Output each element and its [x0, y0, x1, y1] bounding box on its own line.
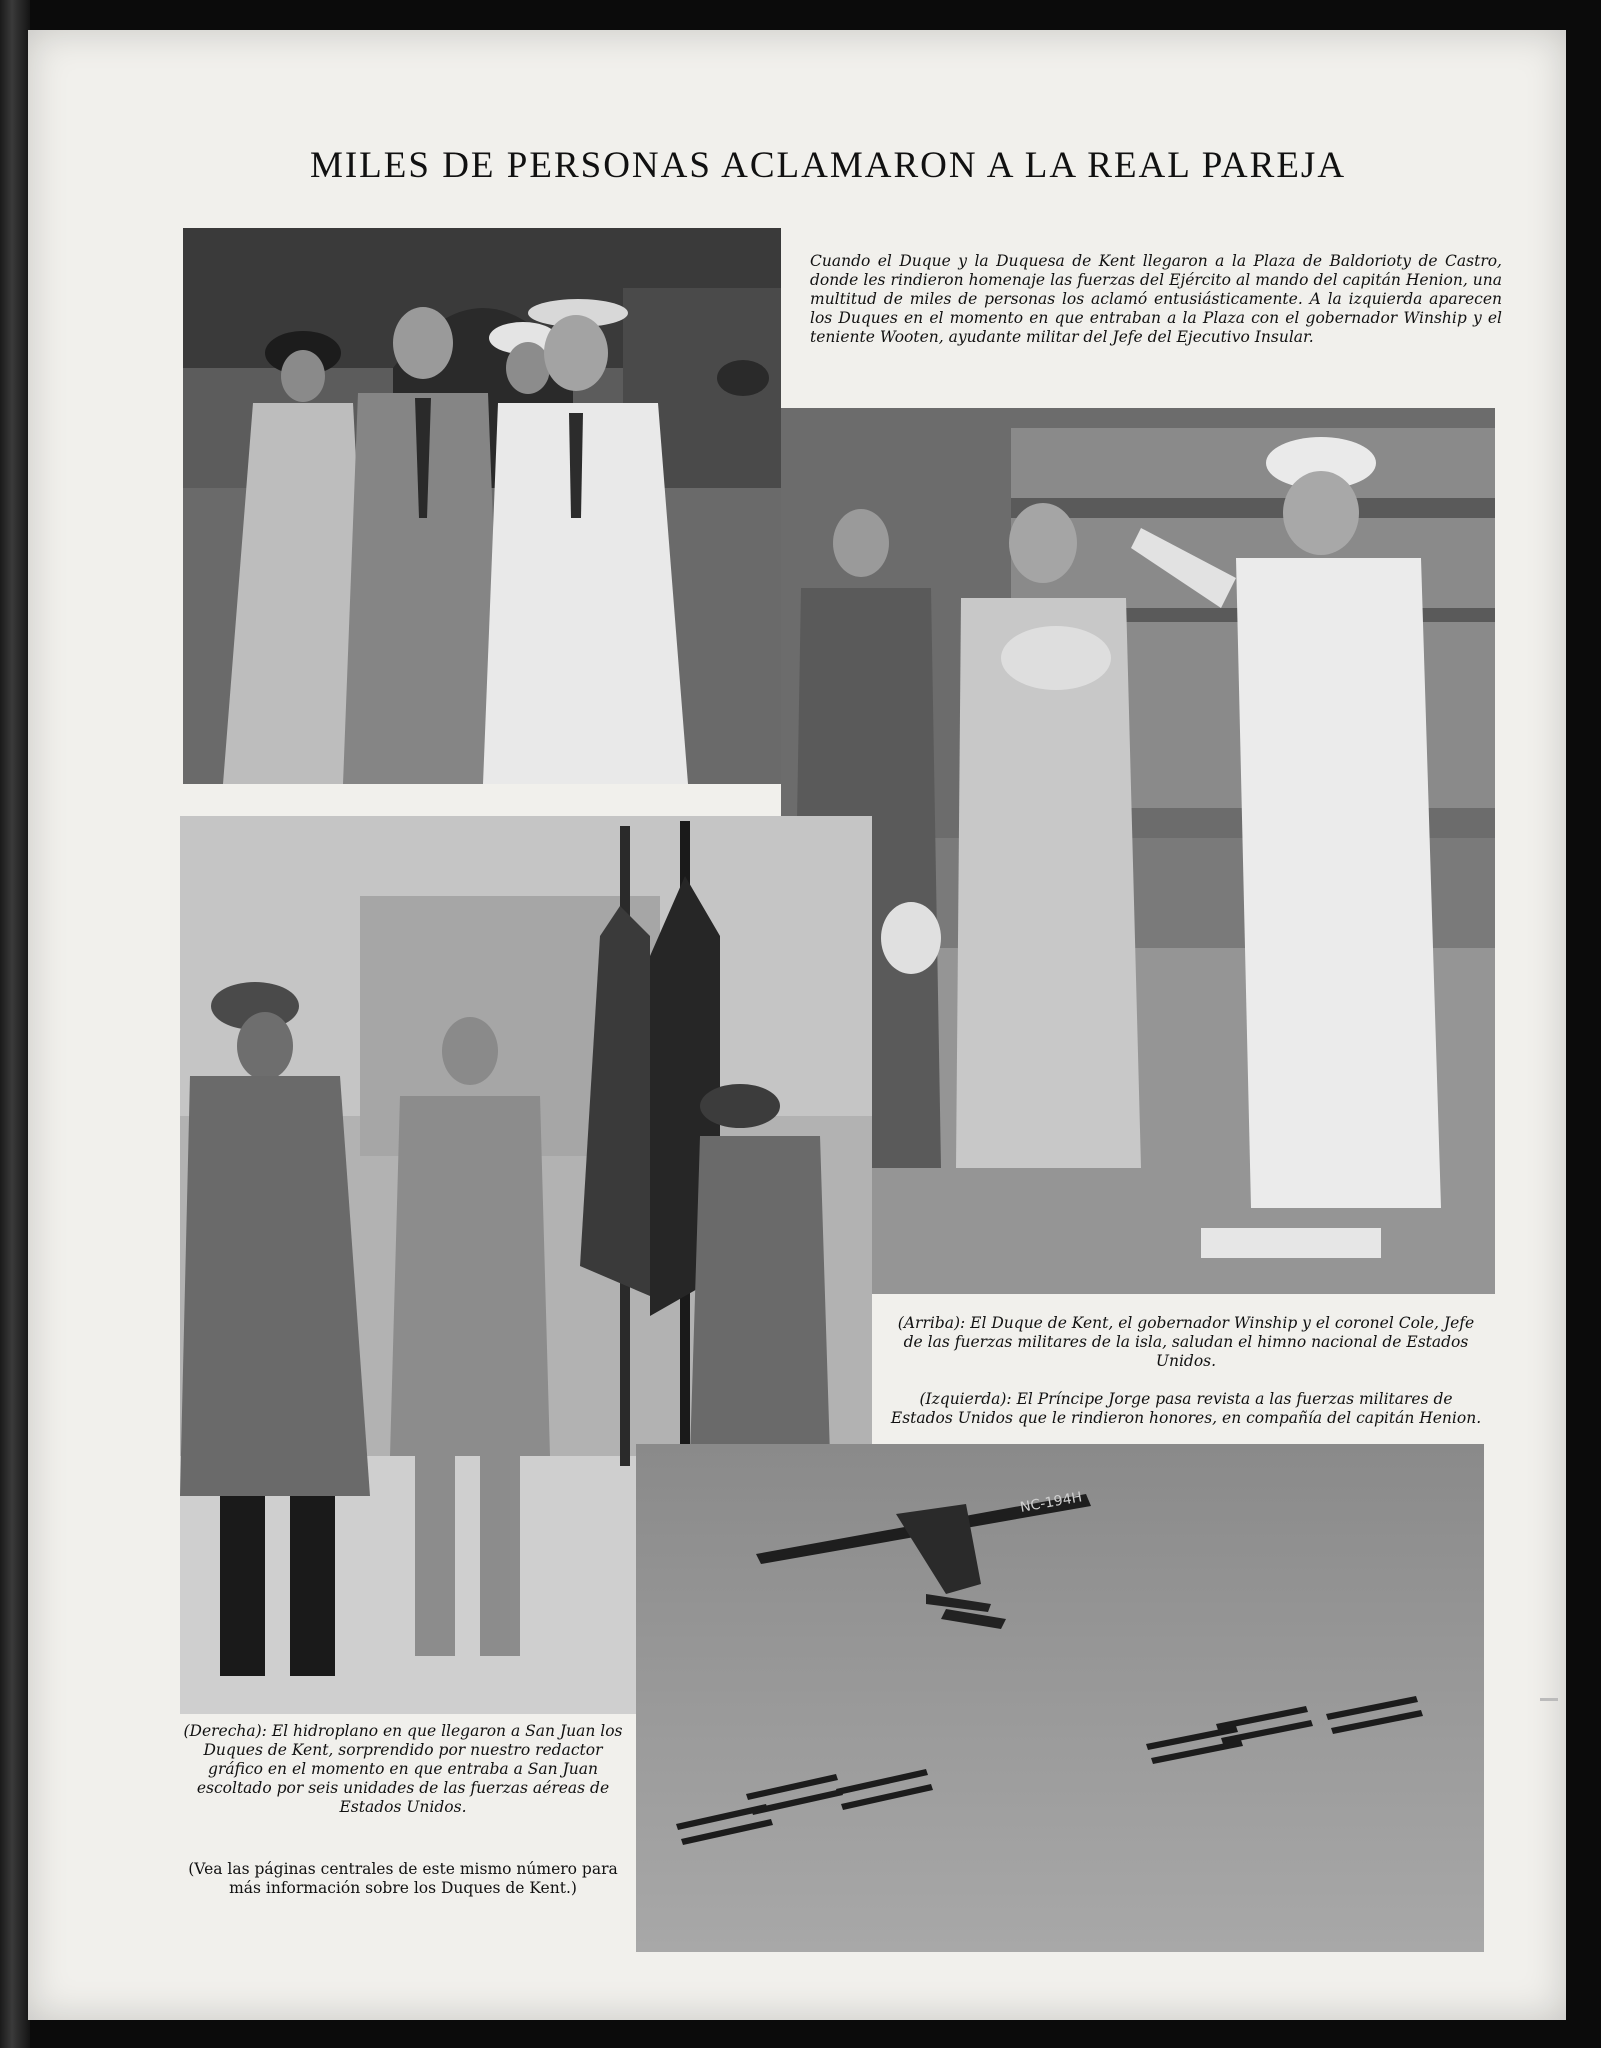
- page-headline: MILES DE PERSONAS ACLAMARON A LA REAL PAREJA: [309, 145, 1347, 186]
- photo-duke-arrival: [183, 228, 781, 784]
- caption-arriba: (Arriba): El Duque de Kent, el gobernador Winship y el coronel Cole, Jefe de las fuerzas militares de la isla, saludan el himno nacional de Estados Unidos.: [897, 1314, 1475, 1370]
- page-edge-mark: [1540, 1698, 1558, 1701]
- caption-derecha: (Derecha): El hidroplano en que llegaron a San Juan los Duques de Kent, sorprendido por nuestro redactor gráfico en el momento en que entraba a San Juan escoltado por seis unidades de las fuerzas aéreas de Estados Unidos.: [183, 1722, 623, 1816]
- caption-note: (Vea las páginas centrales de este mismo número para más información sobre los Duques de Kent.): [188, 1860, 618, 1897]
- plane-marking: NC-194H: [1018, 1489, 1084, 1516]
- magazine-page: [28, 30, 1566, 2020]
- book-binding: [0, 0, 30, 2048]
- caption-izquierda: (Izquierda): El Príncipe Jorge pasa revista a las fuerzas militares de Estados Unidos que le rindieron honores, en compañía del capitán Henion.: [890, 1390, 1482, 1427]
- caption-top-right: Cuando el Duque y la Duquesa de Kent llegaron a la Plaza de Baldorioty de Castro, donde les rindieron homenaje las fuerzas del Ejército al mando del capitán Henion, una multitud de miles de personas los aclamó entusiásticamente. A la izquierda aparecen los Duques en el momento en que entraban a la Plaza con el gobernador Winship y el teniente Wooten, ayudante militar del Jefe del Ejecutivo Insular.: [810, 252, 1502, 346]
- photo-seaplane-escort: [636, 1444, 1484, 1952]
- photo-anthem-salute: [781, 408, 1495, 1294]
